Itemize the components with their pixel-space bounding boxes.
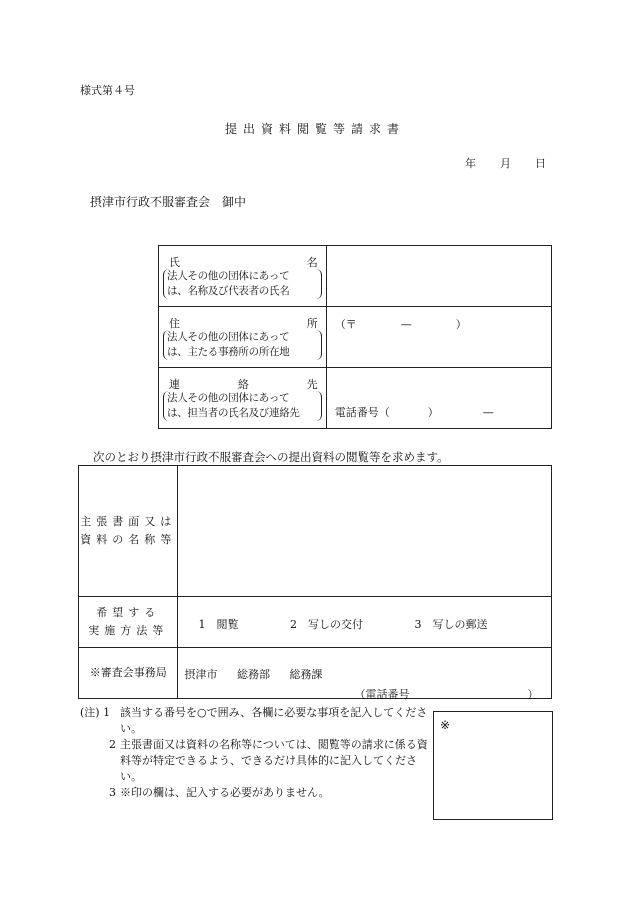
method-option-view[interactable]: 1 閲覧 xyxy=(198,618,239,631)
contact-note xyxy=(163,391,322,421)
office-row xyxy=(79,648,552,699)
document-field[interactable] xyxy=(178,466,552,597)
method-option-copy[interactable]: 2 写しの交付 xyxy=(289,618,363,631)
office-phone xyxy=(354,686,538,702)
applicant-table xyxy=(158,245,552,429)
contact-note-1: 法人その他の団体にあって xyxy=(167,392,290,404)
name-note-1: 法人その他の団体にあって xyxy=(167,270,290,282)
address-label-2: 所 xyxy=(306,317,318,330)
postal-dash: — xyxy=(400,318,412,331)
address-label-1: 住 xyxy=(169,317,180,330)
date-day: 日 xyxy=(535,157,546,170)
contact-label xyxy=(169,376,318,392)
note-number: 3 xyxy=(109,786,116,799)
office-phone-close: ） xyxy=(527,688,539,701)
contact-phone xyxy=(335,404,494,420)
addressee: 摂津市行政不服審査会 御中 xyxy=(90,195,247,209)
office-info xyxy=(178,648,552,699)
address-label xyxy=(169,315,318,331)
office-dept: 総務部 xyxy=(236,668,270,681)
document-label-2: 資料の名称等 xyxy=(80,533,177,546)
note-text: 主張書面又は資料の名称等については、閲覧等の請求に係る資料等が特定できるよう、できるだけ具体的に記入してください。 xyxy=(120,738,428,783)
address-note-2: は、主たる事務所の所在地 xyxy=(167,346,290,358)
contact-label-3: 先 xyxy=(306,378,318,391)
note-number: (注) 1 xyxy=(80,706,111,719)
contact-field[interactable] xyxy=(326,368,551,429)
document-row xyxy=(79,466,552,597)
page-title: 提出資料閲覧等請求書 xyxy=(224,122,405,136)
postal-open: （〒 xyxy=(334,318,357,331)
method-options xyxy=(178,597,552,648)
document-label-1: 主張書面又は xyxy=(80,515,177,528)
name-note-2: は、名称及び代表者の氏名 xyxy=(167,285,290,297)
method-label-2: 実施方法等 xyxy=(88,624,169,637)
note-item xyxy=(80,737,432,785)
contact-label-1: 連 xyxy=(169,378,180,391)
office-section: 総務課 xyxy=(289,668,323,681)
method-row xyxy=(79,597,552,648)
note-item xyxy=(80,785,432,801)
name-label xyxy=(169,254,318,270)
note-text: 該当する番号を○で囲み、各欄に必要な事項を記入してください。 xyxy=(120,706,428,735)
name-note xyxy=(163,269,322,299)
method-label-cell xyxy=(79,597,178,648)
form-number: 様式第４号 xyxy=(80,84,135,97)
document-label-cell xyxy=(79,466,178,597)
contact-note-2: は、担当者の氏名及び連絡先 xyxy=(167,407,300,419)
office-phone-label: （電話番号 xyxy=(354,688,410,701)
address-field[interactable] xyxy=(326,307,551,368)
note-item xyxy=(80,705,432,737)
name-label-cell xyxy=(159,246,327,307)
applicant-address-row xyxy=(159,307,552,368)
office-label: ※審査会事務局 xyxy=(79,648,178,699)
method-option-mail[interactable]: 3 写しの郵送 xyxy=(414,618,488,631)
office-city: 摂津市 xyxy=(184,668,218,681)
contact-label-cell xyxy=(159,368,327,429)
request-table xyxy=(78,465,552,699)
phone-close: ） xyxy=(427,406,439,419)
address-note xyxy=(163,330,322,360)
date-year: 年 xyxy=(465,157,476,170)
postal-close: ） xyxy=(455,318,467,331)
phone-dash: — xyxy=(482,406,494,419)
method-label-1: 希望する xyxy=(96,606,161,619)
note-text: ※印の欄は、記入する必要がありません。 xyxy=(120,786,330,799)
applicant-contact-row xyxy=(159,368,552,429)
name-label-2: 名 xyxy=(306,256,318,269)
name-label-1: 氏 xyxy=(169,256,180,269)
office-use-mark: ※ xyxy=(440,718,451,732)
applicant-name-row xyxy=(159,246,552,307)
postal-code xyxy=(335,316,467,332)
contact-label-2: 絡 xyxy=(237,378,249,391)
phone-label: 電話番号（ xyxy=(334,406,390,419)
date-month: 月 xyxy=(500,157,511,170)
name-field[interactable] xyxy=(326,246,551,307)
address-note-1: 法人その他の団体にあって xyxy=(167,331,290,343)
office-use-box xyxy=(433,711,553,820)
notes xyxy=(80,705,432,801)
address-label-cell xyxy=(159,307,327,368)
note-number: 2 xyxy=(109,738,116,751)
request-statement: 次のとおり摂津市行政不服審査会への提出資料の閲覧等を求めます。 xyxy=(93,450,449,464)
